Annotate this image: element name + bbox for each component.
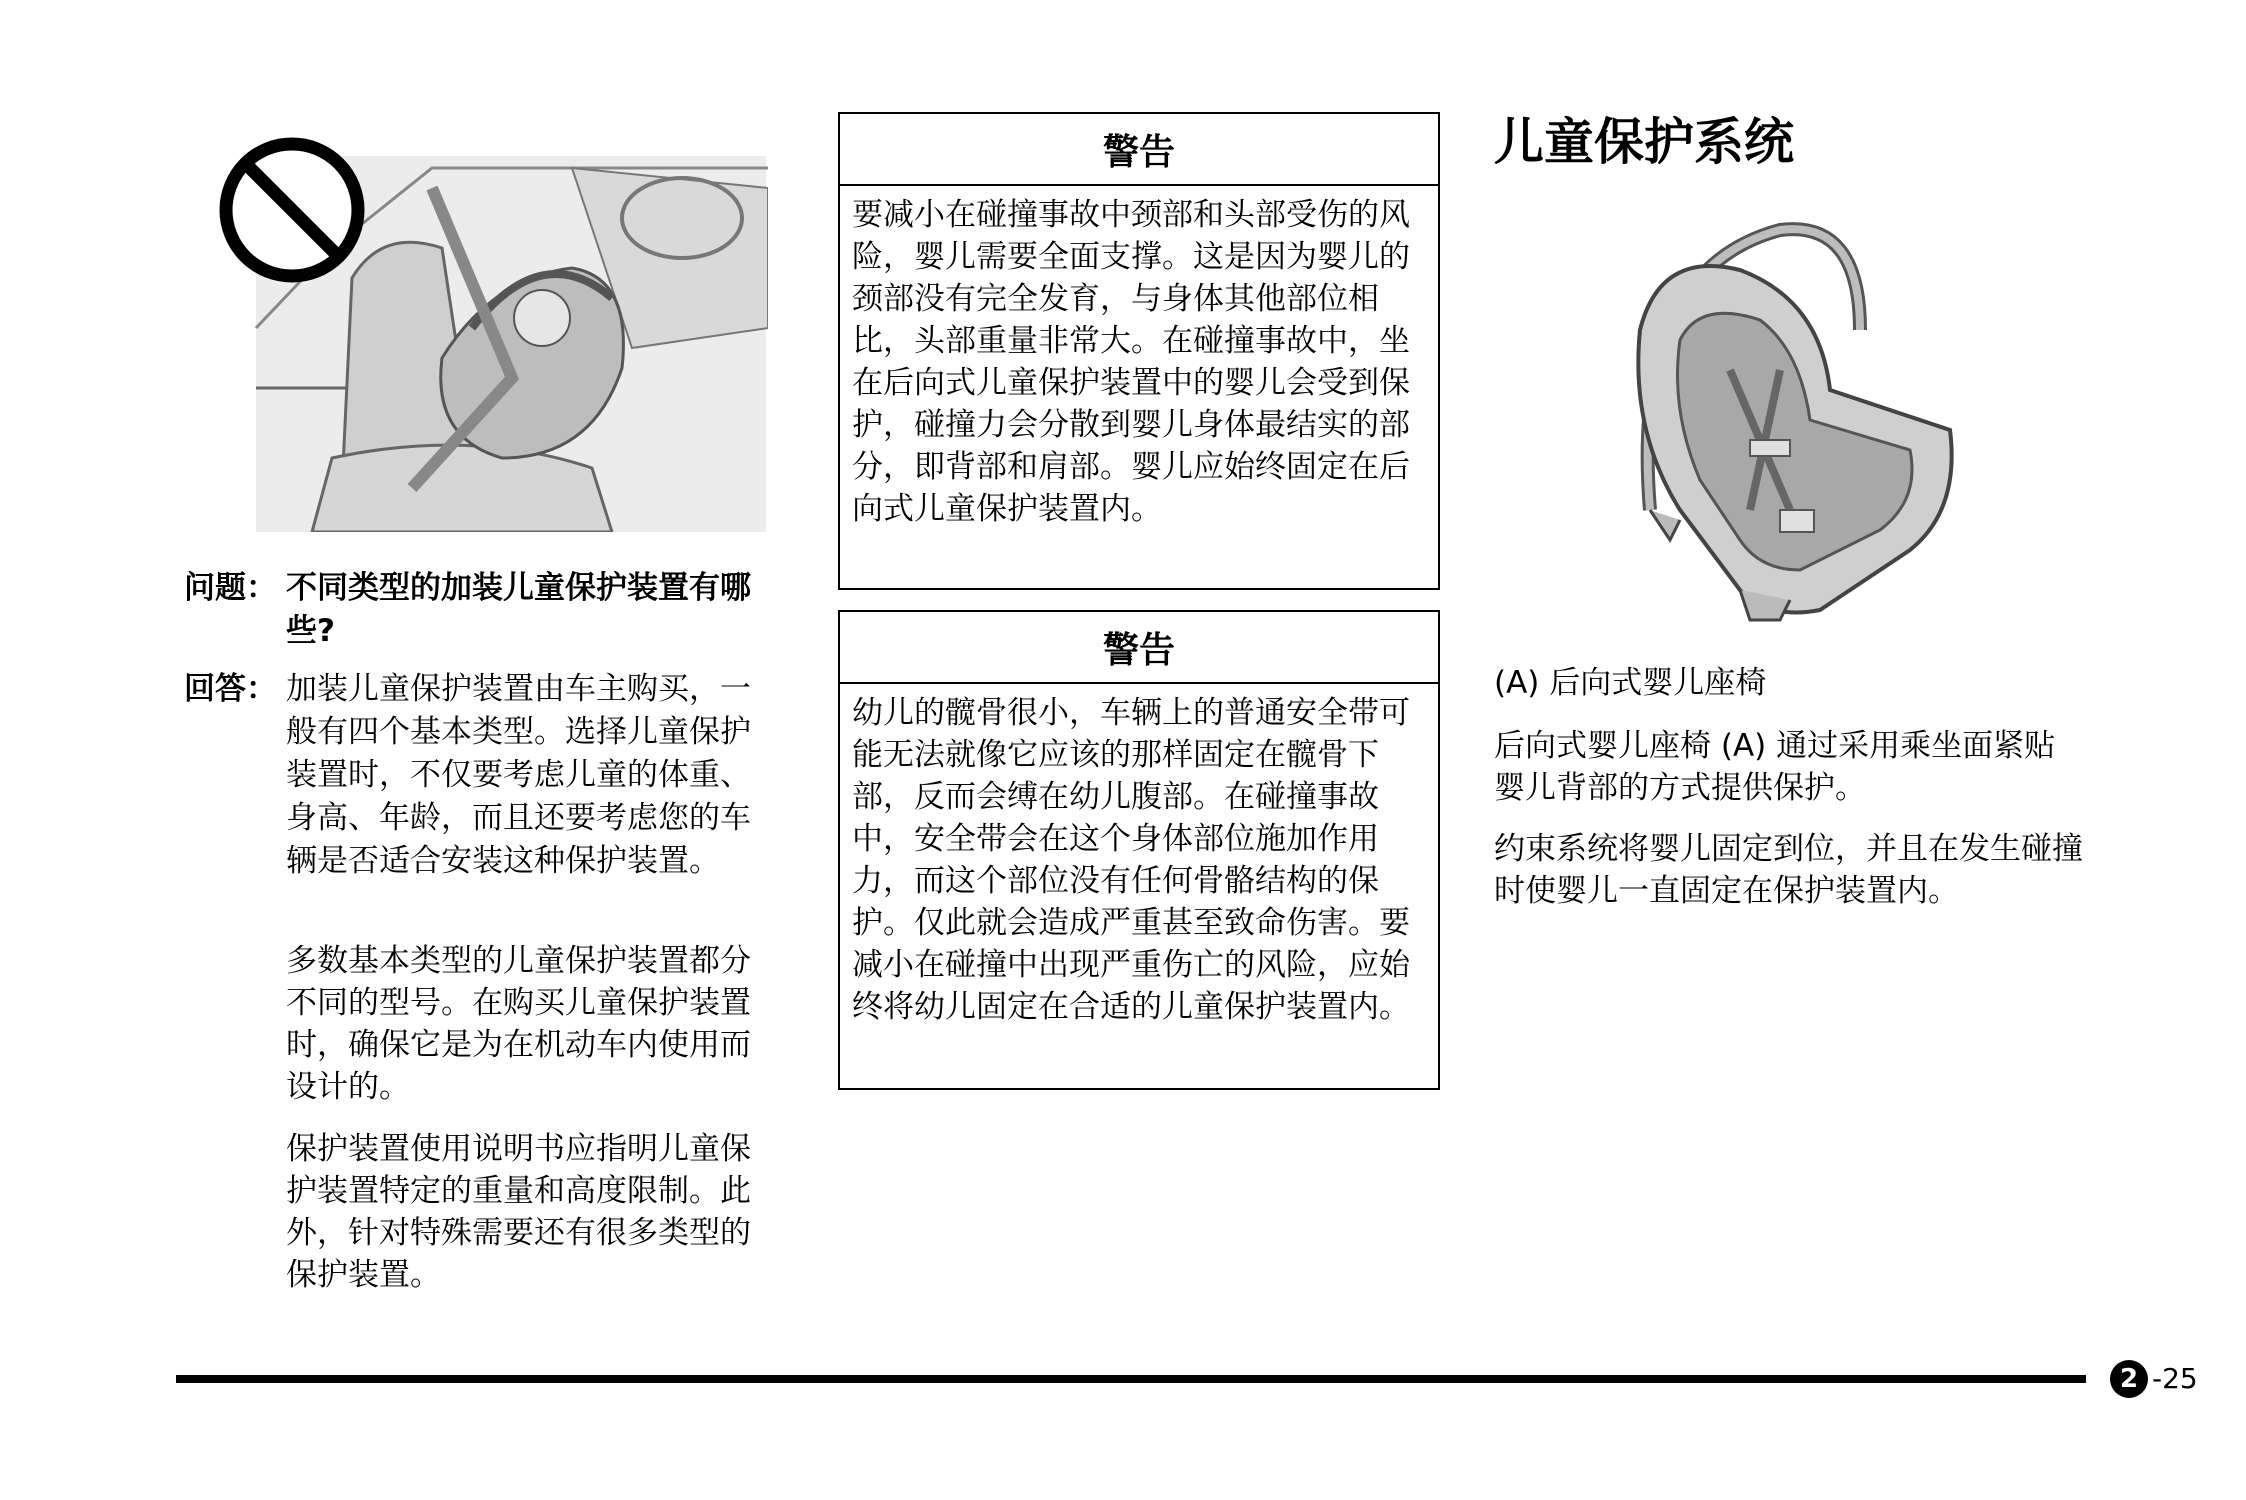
warning-title-1: 警告 — [840, 114, 1438, 186]
car-seat-prohibited-illustration — [212, 128, 768, 532]
warning-text-2: 幼儿的髋骨很小，车辆上的普通安全带可能无法就像它应该的那样固定在髋骨下部，反而会缚在幼儿腹部。在碰撞事故中，安全带会在这个身体部位施加作用力，而这个部位没有任何骨骼结构的保护。仅此就会造成严重甚至致命伤害。要减小在碰撞中出现严重伤亡的风险，应始终将幼儿固定在合适的儿童保护装置内。 — [852, 695, 1410, 1025]
warning-text-1: 要减小在碰撞事故中颈部和头部受伤的风险，婴儿需要全面支撑。这是因为婴儿的颈部没有完全发育，与身体其他部位相比，头部重量非常大。在碰撞事故中，坐在后向式儿童保护装置中的婴儿会受到保护，碰撞力会分散到婴儿身体最结实的部分，即背部和肩部。婴儿应始终固定在后向式儿童保护装置内。 — [852, 197, 1410, 527]
warning-box-1 — [838, 112, 1440, 590]
chapter-badge: 2 — [2110, 1360, 2148, 1398]
right-paragraph-1: 后向式婴儿座椅 (A) 通过采用乘坐面紧贴婴儿背部的方式提供保护。 — [1494, 728, 2056, 806]
answer-label: 回答： — [184, 671, 277, 707]
page-number: -25 — [2152, 1362, 2198, 1395]
left-paragraph-2: 保护装置使用说明书应指明儿童保护装置特定的重量和高度限制。此外，针对特殊需要还有很多类型的保护装置。 — [286, 1131, 751, 1293]
rear-facing-infant-seat-illustration — [1620, 210, 1960, 630]
prohibition-icon — [226, 144, 358, 276]
right-paragraph-2: 约束系统将婴儿固定到位，并且在发生碰撞时使婴儿一直固定在保护装置内。 — [1494, 831, 2083, 909]
left-paragraph-1: 多数基本类型的儿童保护装置都分不同的型号。在购买儿童保护装置时，确保它是为在机动车内使用而设计的。 — [286, 943, 751, 1105]
warning-title-2: 警告 — [840, 612, 1438, 684]
warning-box-2 — [838, 610, 1440, 1090]
seat-caption: (A) 后向式婴儿座椅 — [1494, 665, 1767, 701]
qa-question — [184, 567, 784, 657]
answer-text: 加装儿童保护装置由车主购买，一般有四个基本类型。选择儿童保护装置时，不仅要考虑儿童的体重、身高、年龄，而且还要考虑您的车辆是否适合安装这种保护装置。 — [286, 671, 751, 879]
section-title: 儿童保护系统 — [1494, 113, 1794, 171]
footer-rule — [176, 1375, 2086, 1383]
qa-answer — [184, 668, 784, 928]
question-text: 不同类型的加装儿童保护装置有哪些? — [286, 570, 751, 649]
question-label: 问题： — [184, 570, 277, 606]
